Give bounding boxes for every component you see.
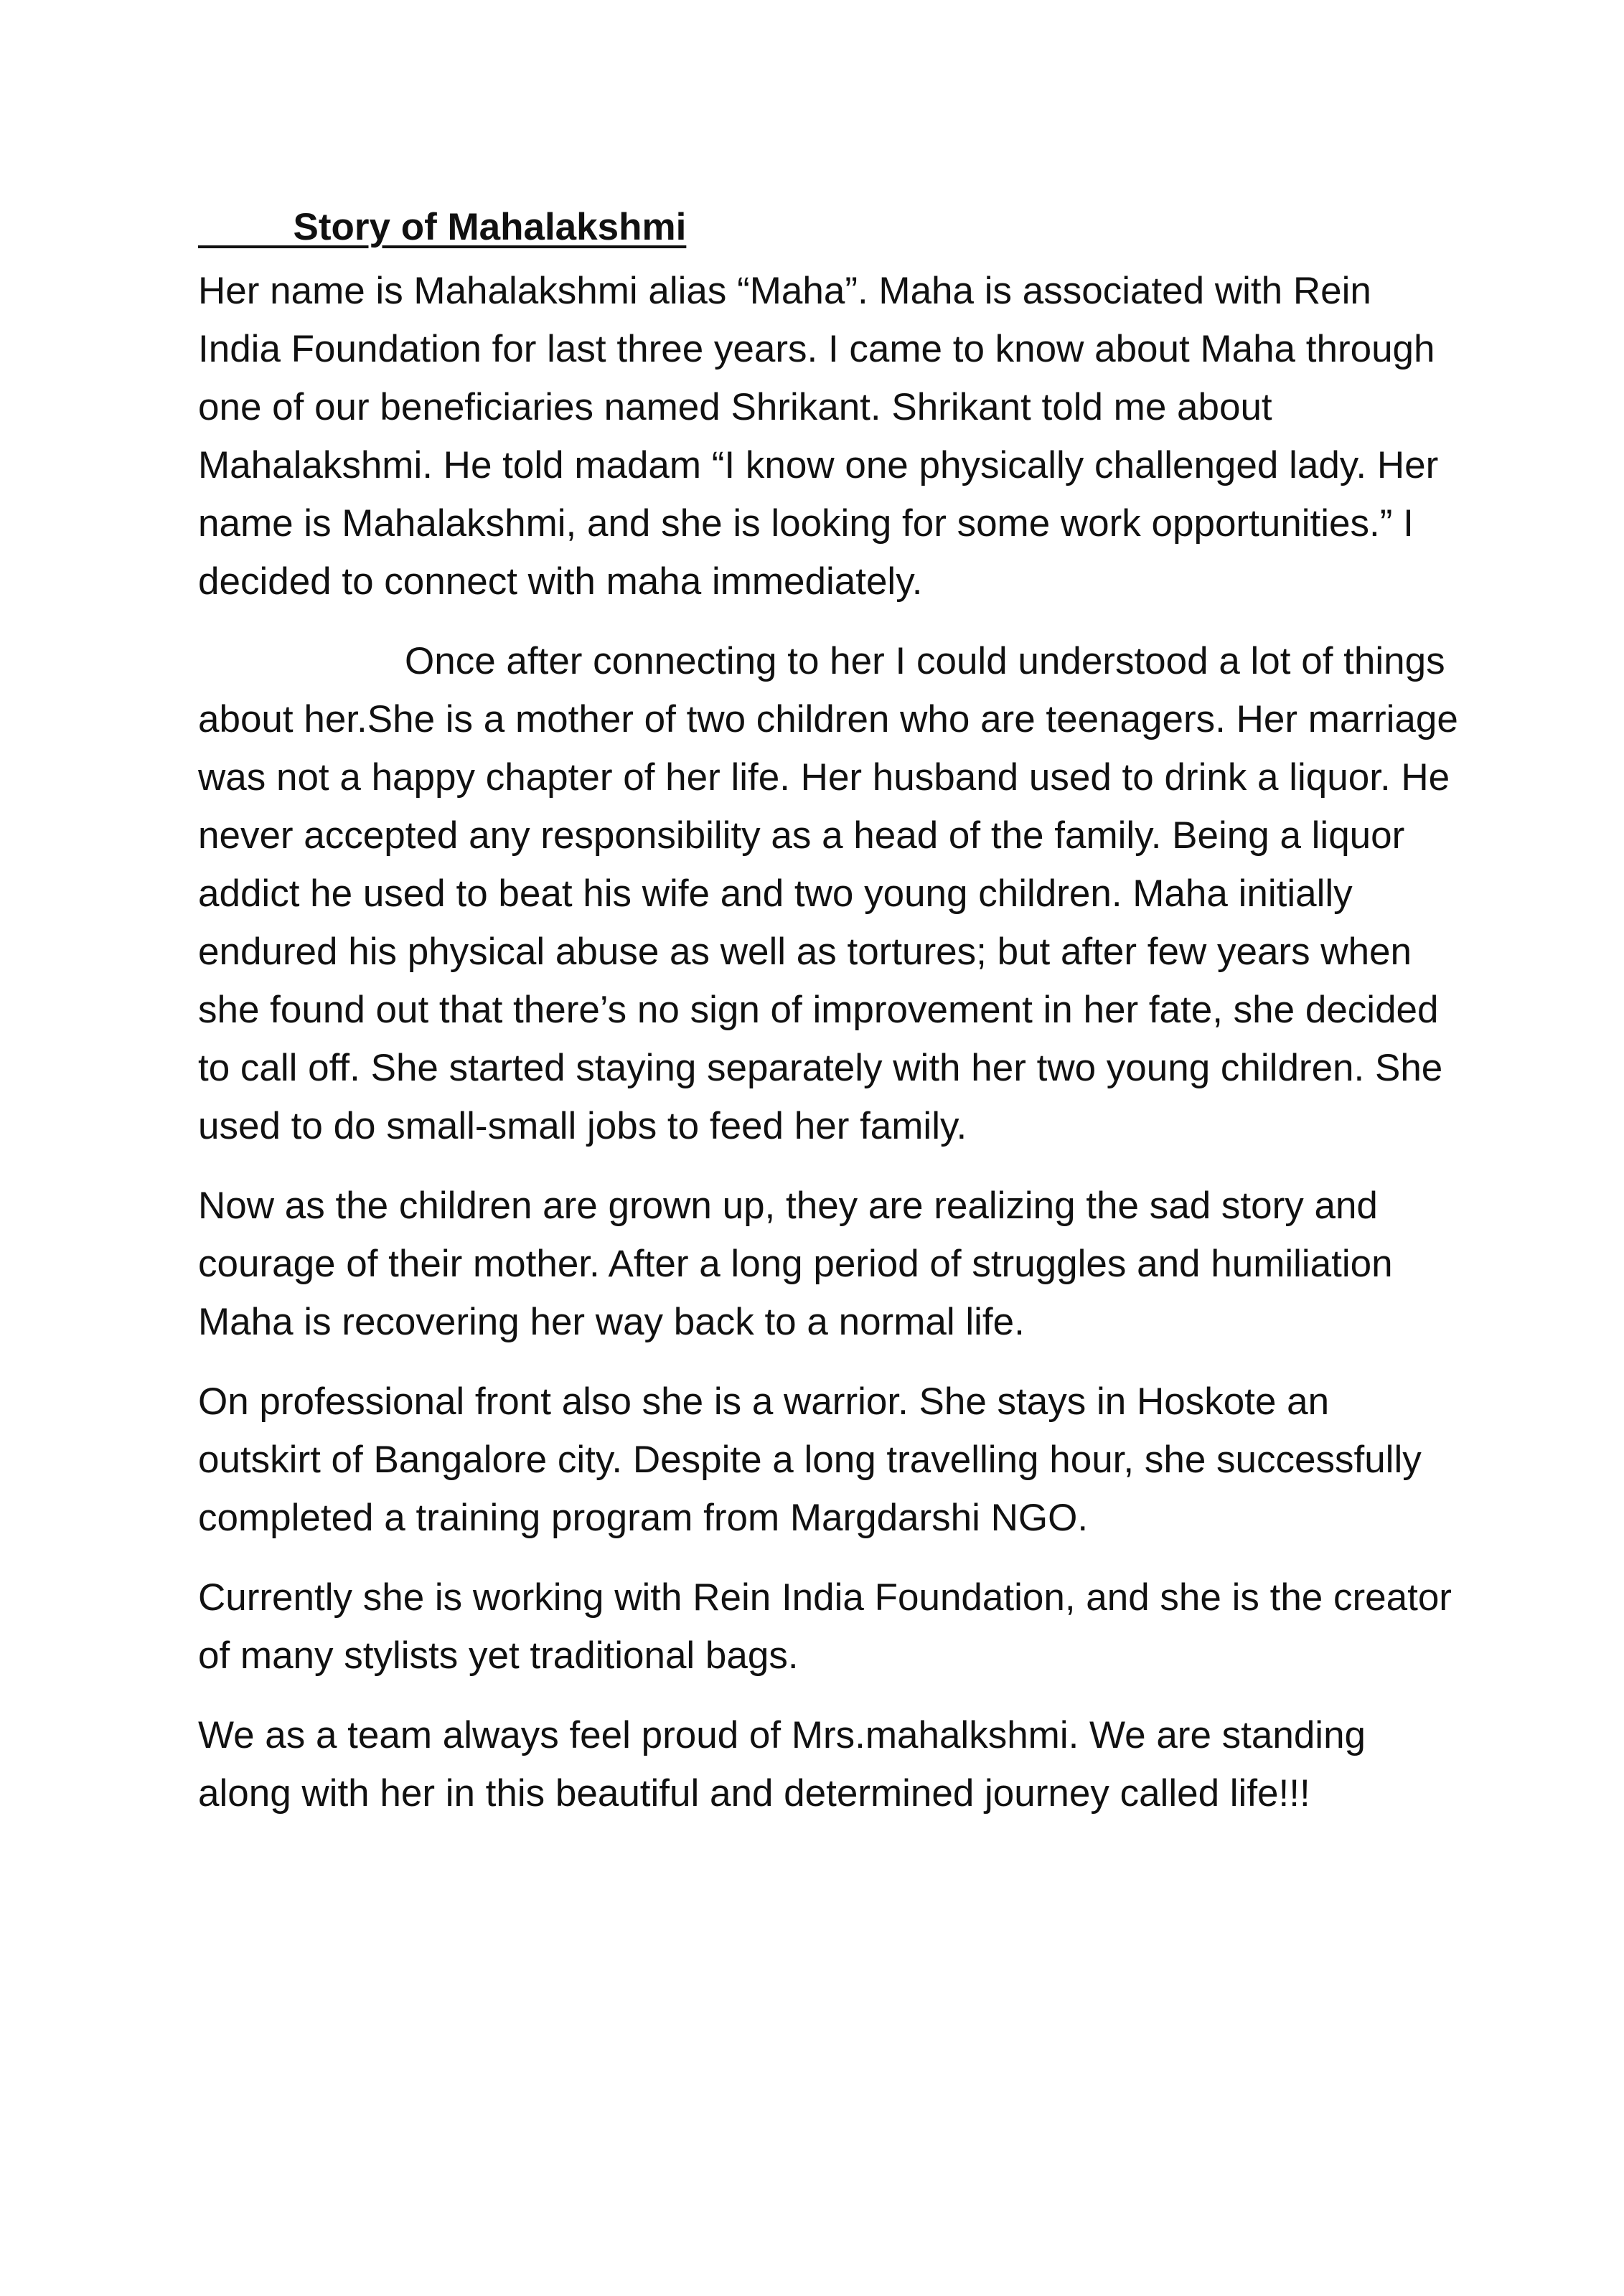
paragraph-recovery: Now as the children are grown up, they are realizing the sad story and courage of their mother. After a long period of struggles and humiliation Maha is recovering her way back to a normal life.	[198, 1185, 1393, 1343]
document-body	[198, 198, 1461, 1844]
paragraph-background: Once after connecting to her I could understood a lot of things about her.She is a mother of two children who are teenagers. Her marriage was not a happy chapter of her life. Her husband used to drink a liquor. He never accepted any responsibility as a head of the family. Being a liquor addict he used to beat his wife and two young children. Maha initially endured his physical abuse as well as tortures; but after few years when she found out that there’s no sign of improvement in her fate, she decided to call off. She started staying separately with her two young children. She used to do small-small jobs to feed her family.	[198, 640, 1458, 1147]
document-title: Story of Mahalakshmi	[198, 206, 687, 248]
paragraph-closing: We as a team always feel proud of Mrs.mahalkshmi. We are standing along with her in this beautiful and determined journey called life!!!	[198, 1714, 1366, 1815]
paragraph-professional: On professional front also she is a warrior. She stays in Hoskote an outskirt of Bangalore city. Despite a long travelling hour, she successfully completed a training program from Margdarshi NGO.	[198, 1380, 1422, 1539]
paragraph-intro: Her name is Mahalakshmi alias “Maha”. Maha is associated with Rein India Foundation for last three years. I came to know about Maha through one of our beneficiaries named Shrikant. Shrikant told me about Mahalakshmi. He told madam “I know one physically challenged lady. Her name is Mahalakshmi, and she is looking for some work opportunities.” I decided to connect with maha immediately.	[198, 270, 1439, 603]
paragraph-current-work: Currently she is working with Rein India Foundation, and she is the creator of many stylists yet traditional bags.	[198, 1576, 1452, 1677]
